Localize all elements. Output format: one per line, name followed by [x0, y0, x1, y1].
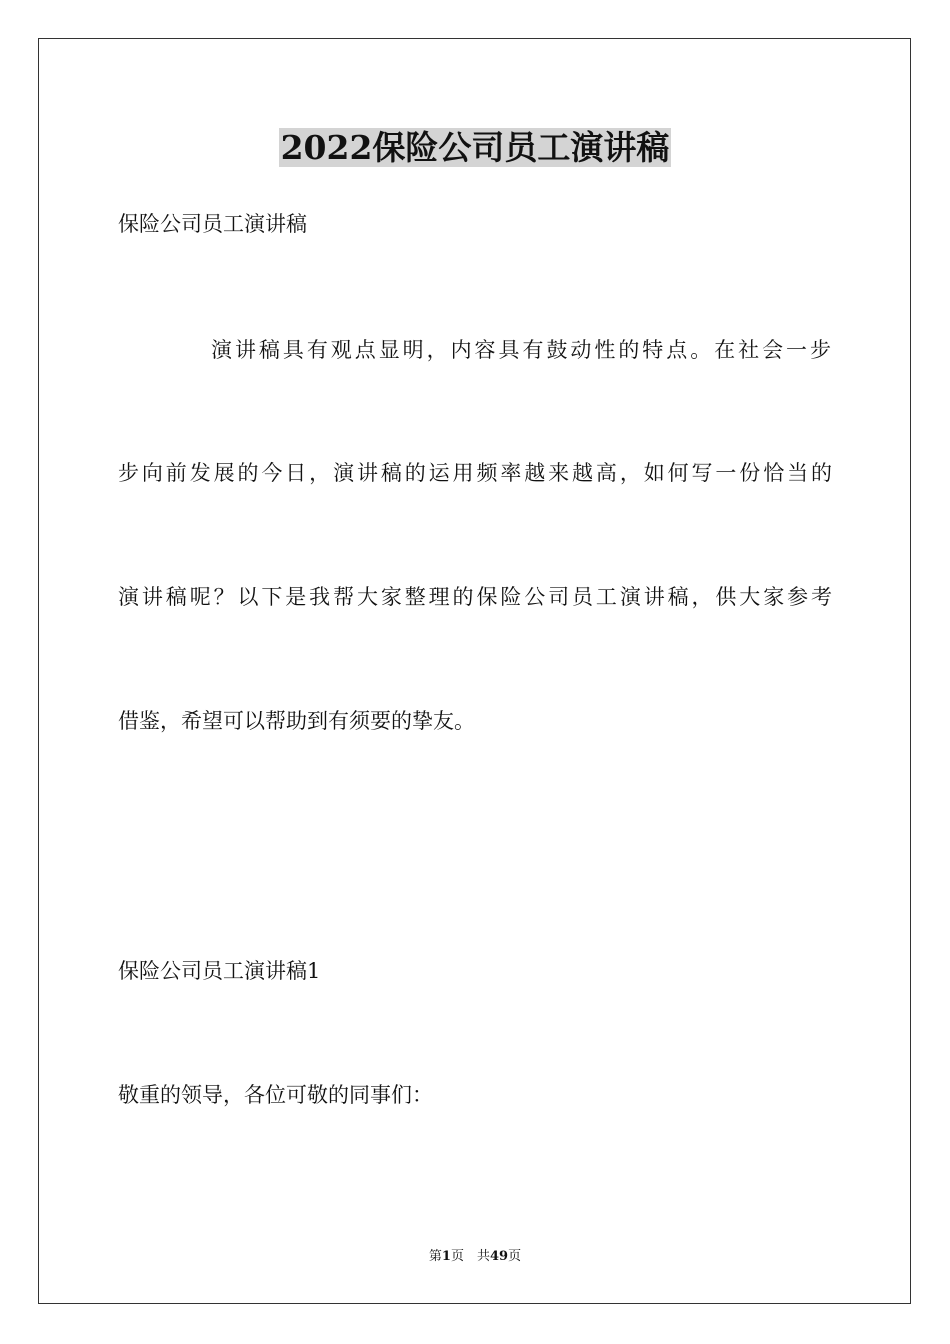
- section-heading: 保险公司员工演讲稿1: [118, 959, 321, 983]
- document-title-text: 2022保险公司员工演讲稿: [280, 128, 670, 167]
- intro-line-4: 借鉴，希望可以帮助到有须要的挚友。: [118, 709, 475, 733]
- footer-suffix: 页: [508, 1249, 522, 1264]
- footer-page-total: 49: [489, 1249, 509, 1264]
- footer-prefix: 第: [428, 1249, 442, 1264]
- footer-page-current: 1: [441, 1249, 451, 1264]
- greeting: 敬重的领导，各位可敬的同事们：: [118, 1083, 433, 1107]
- document-subtitle: 保险公司员工演讲稿: [118, 212, 307, 236]
- intro-line-2: 步向前发展的今日，演讲稿的运用频率越来越高，如何写一份恰当的: [118, 461, 832, 485]
- intro-line-3: 演讲稿呢？以下是我帮大家整理的保险公司员工演讲稿，供大家参考: [118, 585, 832, 609]
- footer-mid: 页 共: [450, 1249, 490, 1264]
- document-title: [0, 126, 950, 170]
- intro-line-1: 演讲稿具有观点显明，内容具有鼓动性的特点。在社会一步: [211, 338, 831, 362]
- page-footer: [0, 1248, 950, 1266]
